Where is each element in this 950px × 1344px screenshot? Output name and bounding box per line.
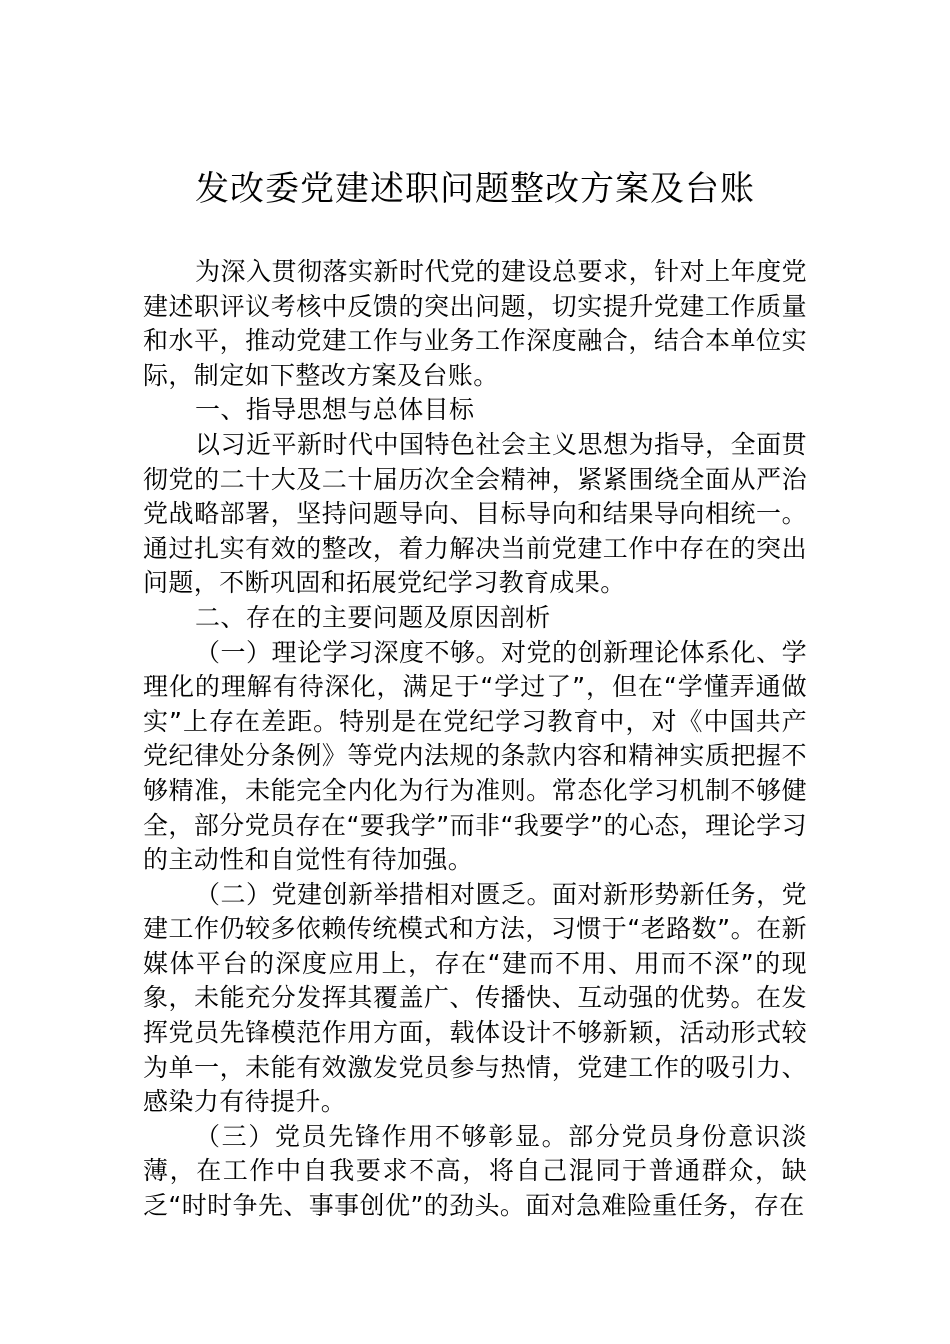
intro-paragraph: 为深入贯彻落实新时代党的建设总要求，针对上年度党建述职评议考核中反馈的突出问题，切实提升党建工作质量和水平，推动党建工作与业务工作深度融合，结合本单位实际，制定如下整改方案及台账。 [143, 257, 807, 390]
section-heading-2: 二、存在的主要问题及原因剖析 [195, 602, 551, 632]
document-body [143, 255, 807, 1224]
problem-paragraph-1: （一）理论学习深度不够。对党的创新理论体系化、学理化的理解有待深化，满足于“学过了”，但在“学懂弄通做实”上存在差距。特别是在党纪学习教育中，对《中国共产党纪律处分条例》等党内法规的条款内容和精神实质把握不够精准，未能完全内化为行为准则。常态化学习机制不够健全，部分党员存在“要我学”而非“我要学”的心态，理论学习的主动性和自觉性有待加强。 [143, 637, 807, 875]
problem-paragraph-3: （三）党员先锋作用不够彰显。部分党员身份意识淡薄，在工作中自我要求不高，将自己混同于普通群众，缺乏“时时争先、事事创优”的劲头。面对急难险重任务，存在 [143, 1121, 807, 1221]
document-title: 发改委党建述职问题整改方案及台账 [195, 169, 755, 209]
problem-paragraph-2: （二）党建创新举措相对匮乏。面对新形势新任务，党建工作仍较多依赖传统模式和方法，习惯于“老路数”。在新媒体平台的深度应用上，存在“建而不用、用而不深”的现象，未能充分发挥其覆盖广、传播快、互动强的优势。在发挥党员先锋模范作用方面，载体设计不够新颖，活动形式较为单一，未能有效激发党员参与热情，党建工作的吸引力、感染力有待提升。 [143, 879, 807, 1117]
section-1-paragraph: 以习近平新时代中国特色社会主义思想为指导，全面贯彻党的二十大及二十届历次全会精神，紧紧围绕全面从严治党战略部署，坚持问题导向、目标导向和结果导向相统一。通过扎实有效的整改，着力解决当前党建工作中存在的突出问题，不断巩固和拓展党纪学习教育成果。 [143, 429, 807, 598]
section-heading-1: 一、指导思想与总体目标 [195, 395, 475, 425]
